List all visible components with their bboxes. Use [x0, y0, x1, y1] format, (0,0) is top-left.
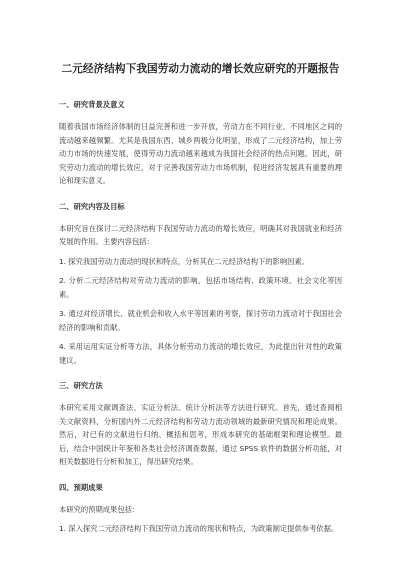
spacer: [59, 110, 342, 120]
paragraph-outcomes-intro: 本研究的预期成果包括：: [59, 504, 140, 514]
spacer: [59, 469, 342, 482]
spacer: [59, 82, 342, 99]
section-heading-content: 二、研究内容及目标: [59, 201, 125, 211]
paragraph-background: 随着我国市场经济体制的日益完善和进一步开放，劳动力在不同行业、不同地区之间的流动越来越频繁。尤其是我国东西、城乡两极分化明显，形成了二元经济结构，加上劳动力市场的快速发展，使得劳动力流动越来越成为我国社会经济的热点问题。因此，研究劳动力流动的增长效应，对于完善我国劳动力市场机制，促进经济发展具有重要的理论和现实意义。: [59, 122, 342, 185]
document-title: 二元经济结构下我国劳动力流动的增长效应研究的开题报告: [61, 63, 340, 75]
spacer: [59, 212, 342, 222]
section-heading-outcomes: 四、预期成果: [59, 482, 103, 492]
list-item: 3. 通过对经济增长、就业机会和收入水平等因素的考察，探讨劳动力流动对于我国社会经济的影响和贡献。: [59, 309, 342, 332]
list-item: 2. 分析二元经济结构对劳动力流动的影响，包括市场结构、政策环境、社会文化等因素。: [59, 276, 342, 299]
spacer: [59, 493, 342, 503]
section-heading-background: 一、研究背景及意义: [59, 100, 125, 109]
list-item: 1. 探究我国劳动力流动的现状和特点，分析其在二元经济结构下的影响因素。: [59, 256, 310, 266]
spacer: [59, 391, 342, 401]
spacer: [59, 367, 342, 380]
list-item: 4. 采用运用实证分析等方法，具体分析劳动力流动的增长效应，为此提出针对性的政策建议。: [59, 342, 342, 365]
spacer: [59, 188, 342, 201]
list-item: 1. 深入探究二元经济结构下我国劳动力流动的现状和特点，为政策制定提供参考依据。: [59, 524, 339, 533]
section-heading-methods: 三、研究方法: [59, 381, 103, 390]
paragraph-methods: 本研究采用文献调查法、实证分析法、统计分析法等方法进行研究。首先，通过查阅相关文献资料，分析国内外二元经济结构和劳动力流动领域的最新研究情况和理论成果。然后，对已有的文献进行归纳、概括和思考，形成本研究的基础框架和理论模型。最后，结合中国统计年鉴和各类社会经济调查数据，通过 SPSS 软件的数据分析功能，对相关数据进行分析和加工，得出研究结果。: [59, 403, 342, 466]
paragraph-content-intro: 本研究旨在探讨二元经济结构下我国劳动力流动的增长效应，明确其对我国就业和经济发展的作用。主要内容包括：: [59, 223, 342, 246]
